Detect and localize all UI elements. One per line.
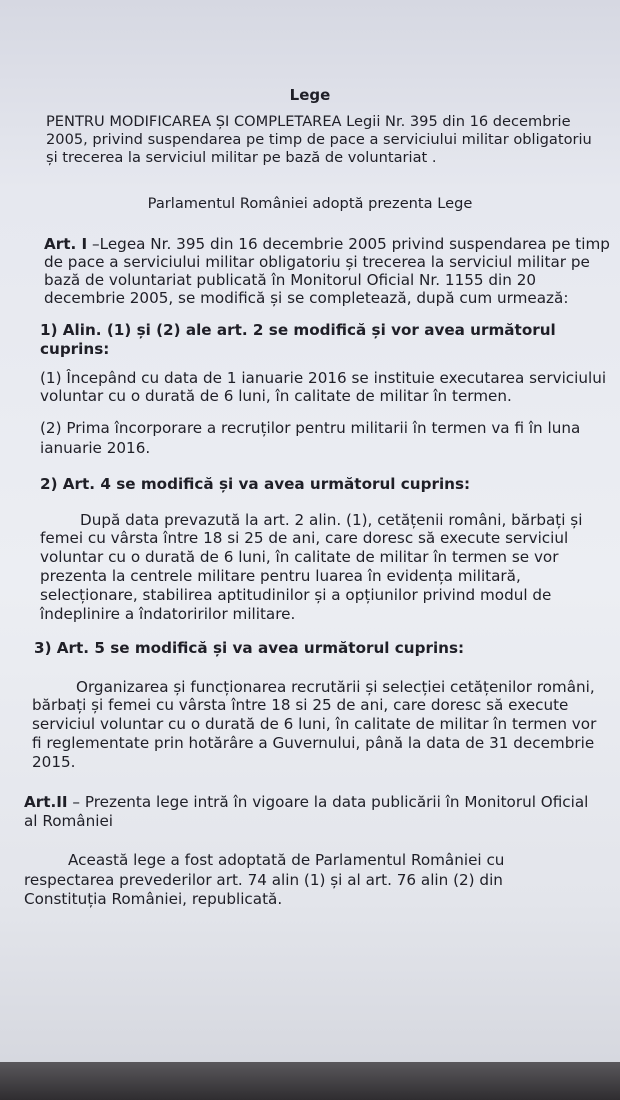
preamble: Parlamentul României adoptă prezenta Lege	[147, 195, 473, 212]
art1-intro-line-2: de pace a serviciului militar obligatoriu și trecerea la serviciul militar pe	[44, 253, 590, 271]
art2-line-1	[24, 794, 588, 811]
art1-label: Art. I	[44, 235, 88, 253]
document-title: Lege	[289, 86, 331, 104]
art1-intro-line-4: decembrie 2005, se modifică și se completează, după cum urmează:	[44, 289, 569, 307]
point3-heading: 3) Art. 5 se modifică și va avea următorul cuprins:	[34, 639, 465, 657]
closing-line-3: Constituția României, republicată.	[24, 890, 283, 908]
art1-intro-line-3: bază de voluntariat publicată în Monitorul Oficial Nr. 1155 din 20	[44, 271, 537, 289]
point3-body-line-1: Organizarea și funcționarea recrutării și selecției cetățenilor români,	[76, 678, 595, 696]
point3-body-line-5: 2015.	[32, 753, 76, 771]
point2-body-line-1: După data prevazută la art. 2 alin. (1), cetățenii români, bărbați și	[80, 511, 583, 529]
art1-intro-line-1: –Legea Nr. 395 din 16 decembrie 2005 privind suspendarea pe timp	[87, 235, 610, 253]
point2-body-line-6: îndeplinire a îndatoririlor militare.	[40, 605, 296, 623]
point2-heading: 2) Art. 4 se modifică și va avea următorul cuprins:	[40, 475, 471, 493]
art2-text-line-2: al României	[24, 812, 114, 830]
point1-para2-line-2: ianuarie 2016.	[40, 439, 151, 457]
point3-body-line-2: bărbați și femei cu vârsta între 18 si 25 de ani, care doresc să execute	[32, 696, 569, 714]
point2-body-line-3: voluntar cu o durată de 6 luni, în calitate de militar în termen se vor	[40, 548, 559, 566]
point1-heading-line-1: 1) Alin. (1) și (2) ale art. 2 se modifică și vor avea următorul	[40, 321, 556, 339]
point3-body-line-4: fi reglementate prin hotărâre a Guvernului, până la data de 31 decembrie	[32, 734, 595, 752]
art2-text-line-1: – Prezenta lege intră în vigoare la data publicării în Monitorul Oficial	[67, 793, 589, 811]
subtitle-line-3: și trecerea la serviciul militar pe bază de voluntariat .	[46, 149, 437, 166]
art1-line-1	[44, 236, 610, 253]
closing-line-1: Această lege a fost adoptată de Parlamentul României cu	[68, 851, 505, 869]
point2-body-line-2: femei cu vârsta între 18 si 25 de ani, care doresc să execute serviciul	[40, 529, 569, 547]
table-surface	[0, 1062, 620, 1100]
subtitle-line-1: PENTRU MODIFICAREA ȘI COMPLETAREA Legii Nr. 395 din 16 decembrie	[46, 113, 571, 130]
point2-body-line-5: selecționare, stabilirea aptitudinilor și a opțiunilor privind modul de	[40, 586, 552, 604]
point1-heading-line-2: cuprins:	[40, 340, 110, 358]
point1-para1-line-1: (1) Începând cu data de 1 ianuarie 2016 se instituie executarea serviciului	[40, 369, 607, 387]
closing-line-2: respectarea prevederilor art. 74 alin (1) și al art. 76 alin (2) din	[24, 871, 503, 889]
point2-body-line-4: prezenta la centrele militare pentru luarea în evidența militară,	[40, 567, 521, 585]
subtitle-line-2: 2005, privind suspendarea pe timp de pace a serviciului militar obligatoriu	[46, 131, 592, 148]
point3-body-line-3: serviciul voluntar cu o durată de 6 luni, în calitate de militar în termen vor	[32, 715, 597, 733]
point1-para1-line-2: voluntar cu o durată de 6 luni, în calitate de militar în termen.	[40, 387, 512, 405]
art2-label: Art.II	[24, 793, 68, 811]
point1-para2-line-1: (2) Prima încorporare a recruților pentru militarii în termen va fi în luna	[40, 419, 581, 437]
